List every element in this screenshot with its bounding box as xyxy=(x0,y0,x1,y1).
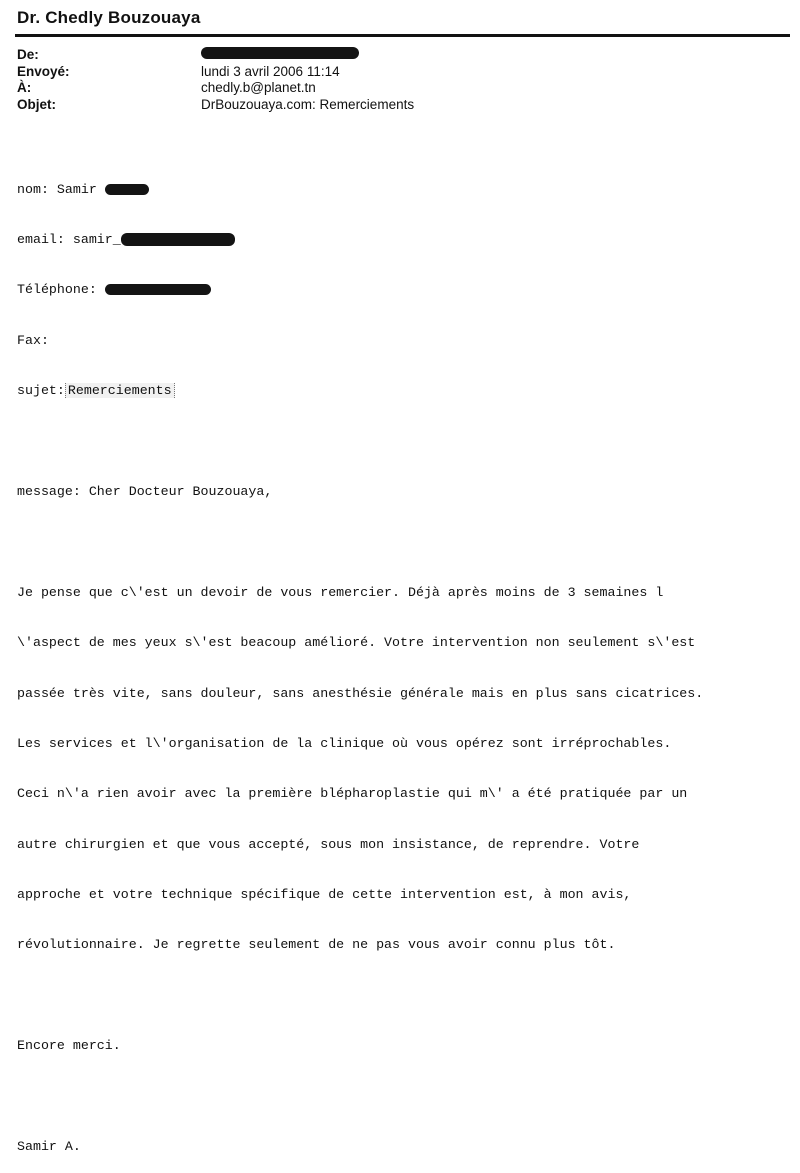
redaction-bar xyxy=(201,47,359,59)
name-line xyxy=(17,182,787,199)
fax-line xyxy=(17,333,787,350)
email-line xyxy=(17,232,787,249)
blank-line xyxy=(17,434,787,451)
message-body xyxy=(17,148,787,1173)
subject-value: DrBouzouaya.com: Remerciements xyxy=(201,96,415,112)
phone-line xyxy=(17,282,787,299)
from-label: De: xyxy=(17,47,39,62)
sent-label: Envoyé: xyxy=(17,63,70,79)
message-line: Les services et l\'organisation de la clinique où vous opérez sont irréprochables. xyxy=(17,735,672,751)
subject-label: Objet: xyxy=(17,96,56,112)
title-rule xyxy=(15,34,790,37)
email-field: email: samir_ xyxy=(17,231,121,247)
message-line: autre chirurgien et que vous accepté, sous mon insistance, de reprendre. Votre xyxy=(17,836,640,852)
document-title: Dr. Chedly Bouzouaya xyxy=(17,8,201,27)
message-line: approche et votre technique spécifique de cette intervention est, à mon avis, xyxy=(17,887,632,903)
subject-line xyxy=(17,383,787,400)
redaction-bar xyxy=(105,284,211,295)
blank-line xyxy=(17,534,787,551)
message-line: révolutionnaire. Je regrette seulement de ne pas vous avoir connu plus tôt. xyxy=(17,937,616,953)
blank-line xyxy=(17,988,787,1005)
to-value: chedly.b@planet.tn xyxy=(201,80,316,95)
from-redaction xyxy=(201,47,359,62)
to-label: À: xyxy=(17,80,32,95)
blank-line xyxy=(17,1089,787,1106)
subject-field-value: Remerciements xyxy=(65,383,175,398)
subject-field-label: sujet: xyxy=(17,383,65,399)
redaction-bar xyxy=(105,184,149,195)
message-line: passée très vite, sans douleur, sans anesthésie générale mais en plus sans cicatrices. xyxy=(17,685,704,701)
redaction-bar xyxy=(121,233,235,246)
closing-line: Encore merci. xyxy=(17,1038,121,1054)
message-line: Je pense que c\'est un devoir de vous remercier. Déjà après moins de 3 semaines l xyxy=(17,584,664,600)
signature-line: Samir A. xyxy=(17,1139,81,1155)
name-field: nom: Samir xyxy=(17,181,97,197)
sent-value: lundi 3 avril 2006 11:14 xyxy=(201,63,340,79)
greeting-line: message: Cher Docteur Bouzouaya, xyxy=(17,483,273,499)
phone-field: Téléphone: xyxy=(17,282,97,298)
message-line: Ceci n\'a rien avoir avec la première blépharoplastie qui m\' a été pratiquée par un xyxy=(17,786,688,802)
fax-field: Fax: xyxy=(17,332,49,348)
message-line: \'aspect de mes yeux s\'est beacoup amélioré. Votre intervention non seulement s\'est xyxy=(17,635,696,651)
